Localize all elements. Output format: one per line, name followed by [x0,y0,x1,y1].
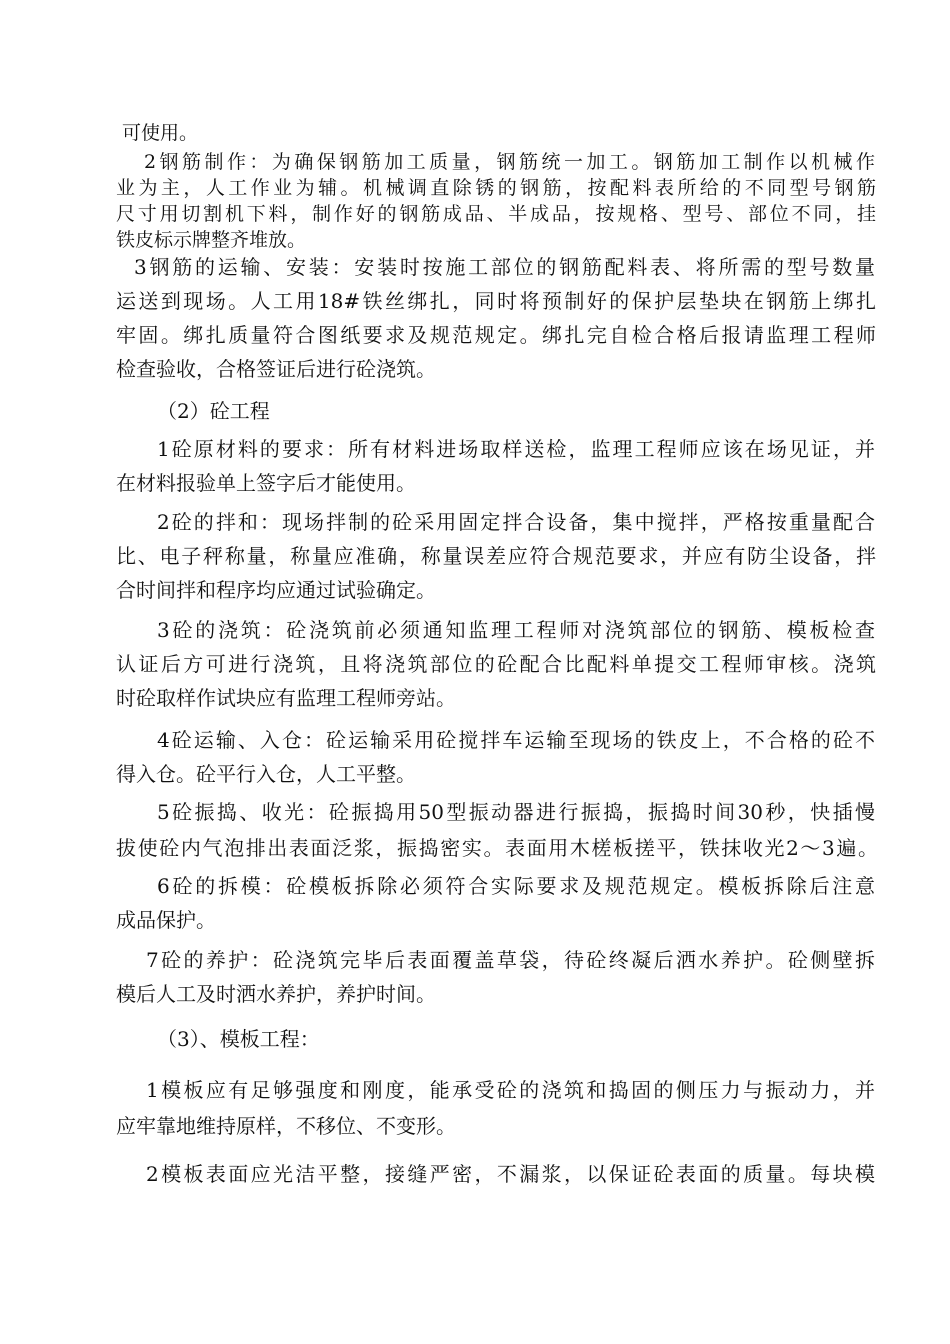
text-line: 5砼振捣、收光：砼振捣用50型振动器进行振捣，振捣时间30秒，快插慢 [157,800,875,824]
section-heading: （2）砼工程 [157,399,270,423]
text-line: 2钢筋制作：为确保钢筋加工质量，钢筋统一加工。钢筋加工制作以机械作 [144,151,875,173]
text-line: 2砼的拌和：现场拌制的砼采用固定拌合设备，集中搅拌，严格按重量配合 [157,510,875,534]
text-line: 铁皮标示牌整齐堆放。 [116,229,307,251]
text-line: 应牢靠地维持原样，不移位、不变形。 [116,1114,456,1138]
text-line: 2模板表面应光洁平整，接缝严密，不漏浆，以保证砼表面的质量。每块模 [146,1162,875,1186]
text-line: 尺寸用切割机下料，制作好的钢筋成品、半成品，按规格、型号、部位不同，挂 [116,203,876,225]
text-line: 认证后方可进行浇筑，且将浇筑部位的砼配合比配料单提交工程师审核。浇筑 [116,652,876,676]
text-line: 在材料报验单上签字后才能使用。 [116,471,416,495]
text-line: 3钢筋的运输、安装：安装时按施工部位的钢筋配料表、将所需的型号数量 [134,255,875,279]
text-line: 比、电子秤称量，称量应准确，称量误差应符合规范要求，并应有防尘设备，拌 [116,544,876,568]
text-line: 1模板应有足够强度和刚度，能承受砼的浇筑和捣固的侧压力与振动力，并 [146,1078,875,1102]
text-line: 合时间拌和程序均应通过试验确定。 [116,578,436,602]
text-line: 3砼的浇筑：砼浇筑前必须通知监理工程师对浇筑部位的钢筋、模板检查 [157,618,875,642]
text-line: 拔使砼内气泡排出表面泛浆，振捣密实。表面用木槎板搓平，铁抹收光2～3遍。 [116,836,878,860]
text-line: 业为主，人工作业为辅。机械调直除锈的钢筋，按配料表所给的不同型号钢筋 [116,177,876,199]
text-line: 模后人工及时洒水养护，养护时间。 [116,982,436,1006]
text-line: 6砼的拆模：砼模板拆除必须符合实际要求及规范规定。模板拆除后注意 [157,874,875,898]
text-line: 4砼运输、入仓：砼运输采用砼搅拌车运输至现场的铁皮上，不合格的砼不 [157,728,875,752]
text-line: 检查验收，合格签证后进行砼浇筑。 [116,357,436,381]
section-heading: （3）、模板工程： [157,1027,320,1051]
text-line: 牢固。绑扎质量符合图纸要求及规范规定。绑扎完自检合格后报请监理工程师 [116,323,876,347]
text-line: 得入仓。砼平行入仓，人工平整。 [116,762,416,786]
text-line: 1砼原材料的要求：所有材料进场取样送检，监理工程师应该在场见证，并 [157,437,875,461]
text-line: 成品保护。 [116,908,216,932]
text-line: 可使用。 [122,122,199,144]
text-line: 时砼取样作试块应有监理工程师旁站。 [116,686,456,710]
text-line: 7砼的养护：砼浇筑完毕后表面覆盖草袋，待砼终凝后洒水养护。砼侧壁拆 [146,948,875,972]
text-line: 运送到现场。人工用18#铁丝绑扎，同时将预制好的保护层垫块在钢筋上绑扎 [116,289,876,313]
